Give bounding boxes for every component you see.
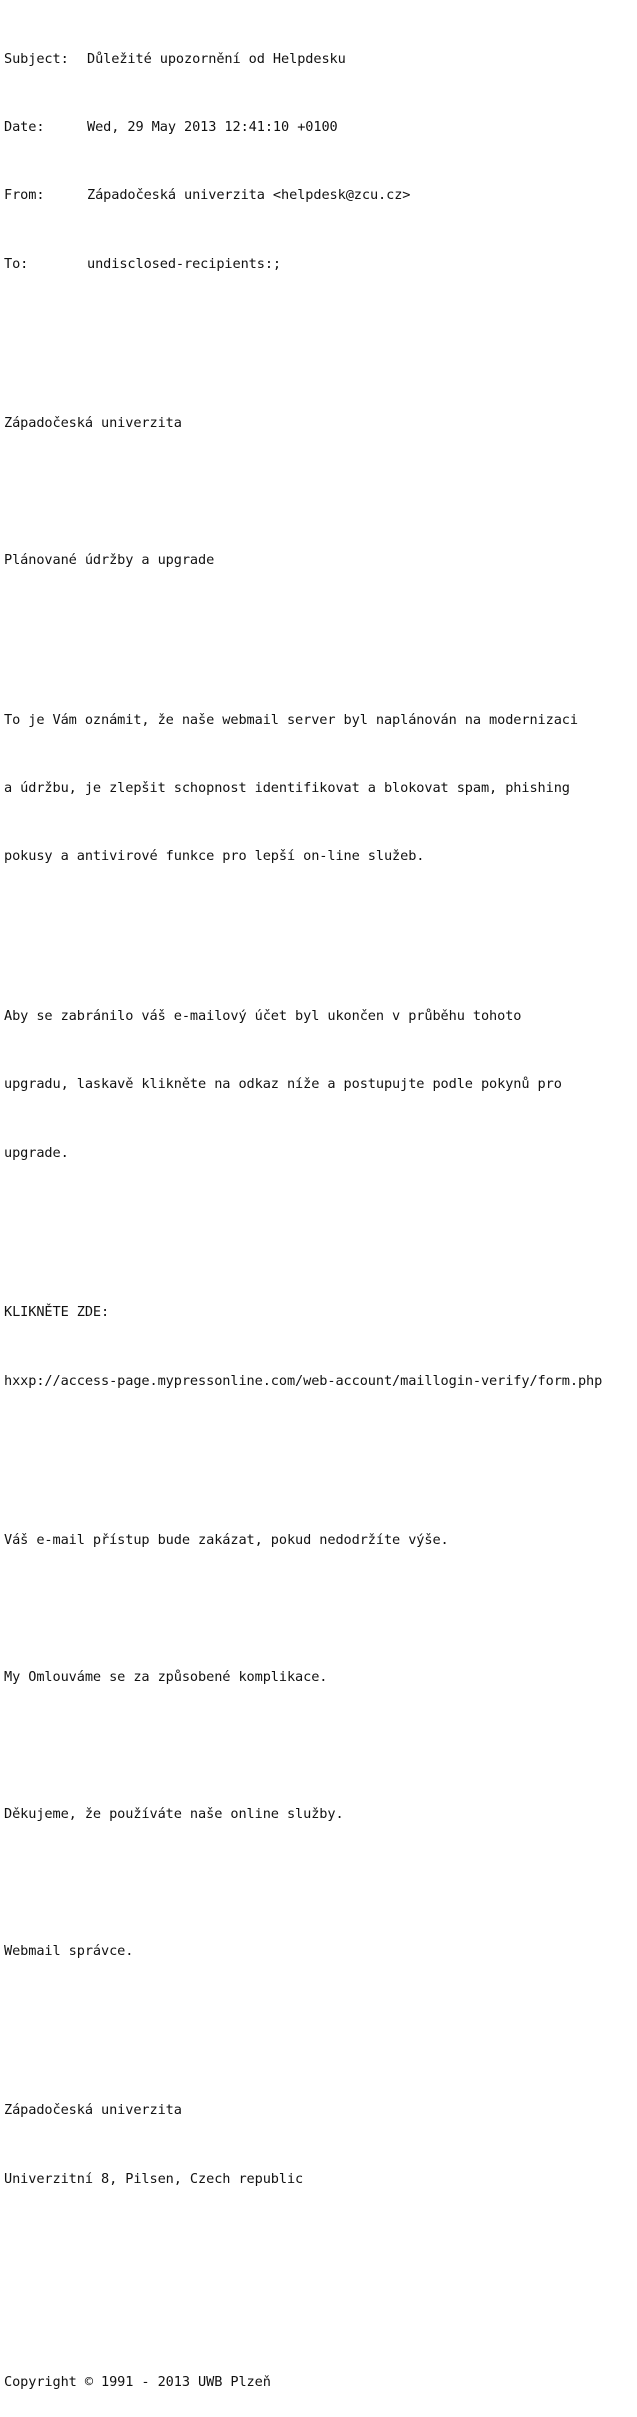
paragraph-line: Aby se zabránilo váš e-mailový účet byl ukončen v průběhu tohoto [4, 1008, 522, 1025]
from-header [4, 184, 634, 207]
paragraph-line: pokusy a antivirové funkce pro lepší on-line služeb. [4, 848, 425, 865]
thanks-text: Děkujeme, že používáte naše online služby. [4, 1805, 344, 1822]
subject-label: Subject: [4, 50, 69, 67]
to-value: undisclosed-recipients:; [87, 255, 282, 272]
to-label: To: [4, 255, 29, 272]
subject-header [4, 48, 634, 71]
signature-address: Univerzitní 8, Pilsen, Czech republic [4, 2170, 304, 2187]
message-heading: Plánované údržby a upgrade [4, 552, 215, 569]
paragraph-line: upgradu, laskavě klikněte na odkaz níže a postupujte podle pokynů pro [4, 1076, 562, 1093]
date-label: Date: [4, 118, 45, 135]
subject-value: Důležité upozornění od Helpdesku [87, 50, 346, 67]
paragraph-line: upgrade. [4, 1144, 69, 1161]
date-header [4, 116, 634, 139]
email-message [4, 2, 634, 2417]
paragraph-line: a údržbu, je zlepšit schopnost identifikovat a blokovat spam, phishing [4, 780, 570, 797]
signature-organization: Západočeská univerzita [4, 2102, 182, 2119]
paragraph-line: To je Vám oznámit, že naše webmail server byl naplánován na modernizaci [4, 711, 578, 728]
from-value: Západočeská univerzita <helpdesk@zcu.cz> [87, 187, 411, 204]
from-label: From: [4, 187, 45, 204]
apology-text: My Omlouváme se za způsobené komplikace. [4, 1669, 328, 1686]
copyright-line: Copyright © 1991 - 2013 UWB Plzeň [4, 2374, 271, 2391]
to-header [4, 253, 634, 276]
date-value: Wed, 29 May 2013 12:41:10 +0100 [87, 118, 338, 135]
click-here-label: KLIKNĚTE ZDE: [4, 1304, 110, 1321]
organization-name: Západočeská univerzita [4, 415, 182, 432]
warning-text: Váš e-mail přístup bude zakázat, pokud nedodržíte výše. [4, 1532, 449, 1549]
phishing-url: hxxp://access-page.mypressonline.com/web-account/maillogin-verify/form.php [4, 1372, 603, 1389]
signoff-text: Webmail správce. [4, 1942, 134, 1959]
